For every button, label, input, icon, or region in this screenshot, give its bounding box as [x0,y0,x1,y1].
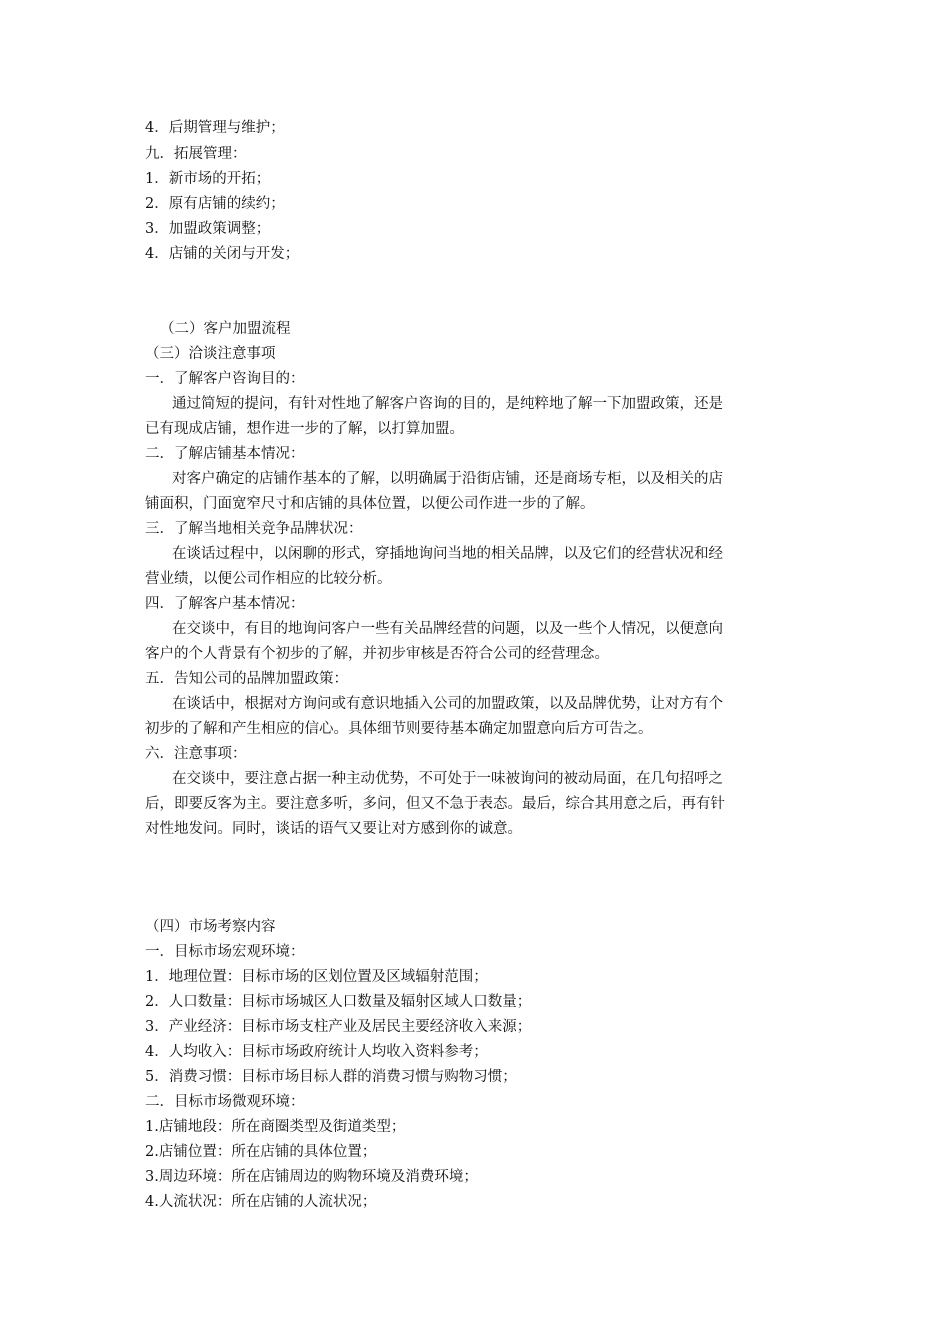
list-item: 2．原有店铺的续约； [145,196,285,212]
list-item: 1．地理位置：目标市场的区划位置及区域辐射范围； [145,969,488,985]
list-item: 3．产业经济：目标市场支柱产业及居民主要经济收入来源； [145,1019,532,1035]
block-title: 一．了解客户咨询目的： [145,371,305,387]
paragraph-line: 在谈话过程中，以闲聊的形式，穿插地询问当地的相关品牌，以及它们的经营状况和经 [172,546,723,562]
list-item: 5．消费习惯：目标市场目标人群的消费习惯与购物习惯； [145,1069,517,1085]
block-title: 五．告知公司的品牌加盟政策： [145,671,348,687]
list-item: 4．后期管理与维护； [145,120,285,136]
section-heading: （四）市场考察内容 [145,919,276,935]
block-title: 二．目标市场微观环境： [145,1094,305,1110]
paragraph-line: 后，即要反客为主。要注意多听，多问，但又不急于表态。最后，综合其用意之后，再有针 [145,796,725,812]
list-item: 1.店铺地段：所在商圈类型及街道类型； [145,1119,406,1135]
list-item: 2．人口数量：目标市场城区人口数量及辐射区域人口数量； [145,994,532,1010]
paragraph-line: 初步的了解和产生相应的信心。具体细节则要待基本确定加盟意向后方可告之。 [145,721,653,737]
paragraph-line: 铺面积，门面宽窄尺寸和店铺的具体位置，以便公司作进一步的了解。 [145,496,595,512]
paragraph-line: 客户的个人背景有个初步的了解，并初步审核是否符合公司的经营理念。 [145,646,609,662]
paragraph-line: 营业绩，以便公司作相应的比较分析。 [145,571,392,587]
list-item: 4．人均收入：目标市场政府统计人均收入资料参考； [145,1044,488,1060]
list-item: 2.店铺位置：所在店铺的具体位置； [145,1144,377,1160]
paragraph-line: 对客户确定的店铺作基本的了解，以明确属于沿街店铺，还是商场专柜，以及相关的店 [172,471,723,487]
section-heading: 九．拓展管理： [145,146,247,162]
paragraph-line: 在谈话中，根据对方询问或有意识地插入公司的加盟政策，以及品牌优势，让对方有个 [172,696,723,712]
paragraph-line: 通过简短的提问，有针对性地了解客户咨询的目的，是纯粹地了解一下加盟政策，还是 [172,396,723,412]
section-heading: （二）客户加盟流程 [160,321,291,337]
list-item: 3.周边环境：所在店铺周边的购物环境及消费环境； [145,1169,478,1185]
paragraph-line: 已有现成店铺，想作进一步的了解，以打算加盟。 [145,421,464,437]
paragraph-line: 在交谈中，有目的地询问客户一些有关品牌经营的问题，以及一些个人情况，以便意向 [172,621,723,637]
paragraph-line: 对性地发问。同时，谈话的语气又要让对方感到你的诚意。 [145,821,522,837]
block-title: 二．了解店铺基本情况： [145,446,305,462]
block-title: 四．了解客户基本情况： [145,596,305,612]
list-item: 4．店铺的关闭与开发； [145,246,300,262]
list-item: 3．加盟政策调整； [145,221,271,237]
section-heading: （三）洽谈注意事项 [145,346,276,362]
block-title: 六．注意事项： [145,746,247,762]
list-item: 4.人流状况：所在店铺的人流状况； [145,1194,377,1210]
block-title: 一．目标市场宏观环境： [145,944,305,960]
block-title: 三．了解当地相关竞争品牌状况： [145,521,363,537]
list-item: 1．新市场的开拓； [145,171,271,187]
paragraph-line: 在交谈中，要注意占据一种主动优势，不可处于一味被询问的被动局面，在几句招呼之 [172,771,723,787]
